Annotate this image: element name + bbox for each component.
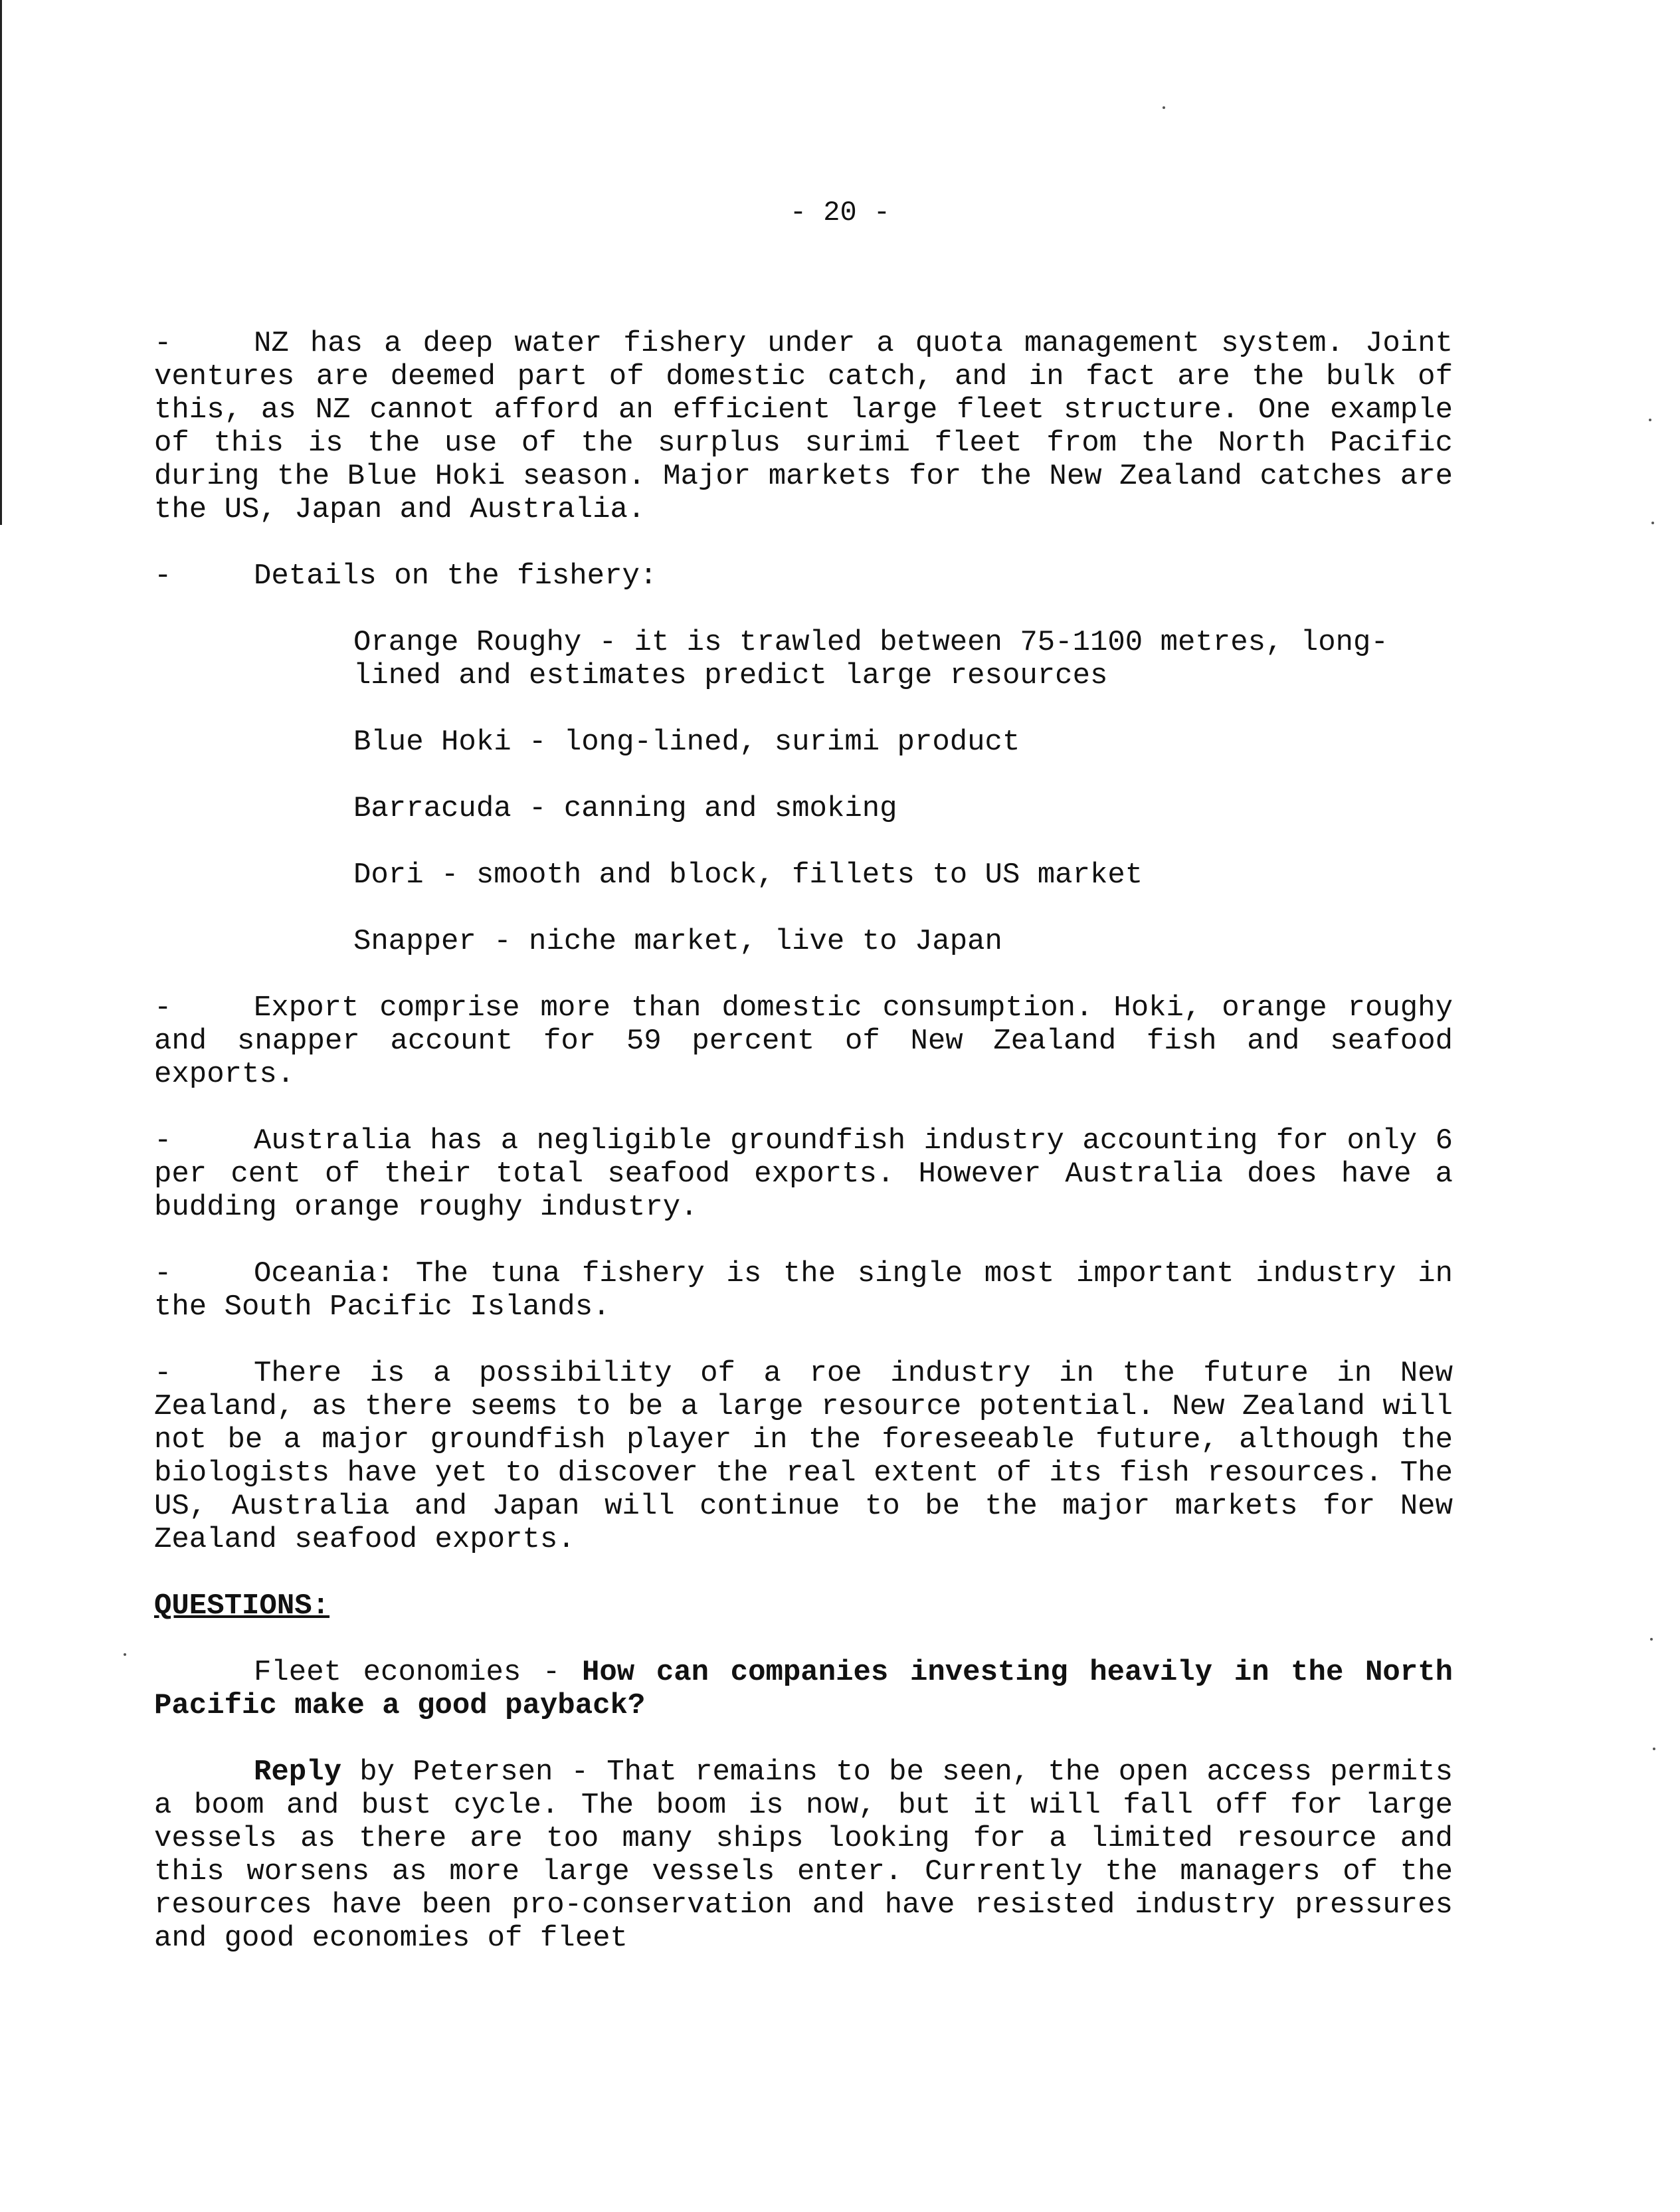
detail-item-orange-roughy: Orange Roughy - it is trawled between 75-1100 metres, long-lined and estimates predict large resources (353, 626, 1388, 692)
bullet-dash: - (154, 559, 172, 593)
detail-item-barracuda: Barracuda - canning and smoking (353, 792, 897, 825)
reply-label: Reply (254, 1756, 342, 1789)
bullet-dash: - (154, 1257, 172, 1290)
question-lead: Fleet economies - (254, 1656, 582, 1689)
detail-item-snapper: Snapper - niche market, live to Japan (353, 925, 1002, 958)
scan-speck (1649, 419, 1651, 421)
scan-speck (1163, 106, 1165, 109)
detail-item-dori: Dori - smooth and block, fillets to US market (353, 858, 1143, 892)
bullet-dash: - (154, 327, 172, 360)
fishery-details-list (353, 626, 1453, 958)
bullet-dash: - (154, 1357, 172, 1390)
page-number: - 20 - (789, 197, 891, 229)
paragraph-text: There is a possibility of a roe industry in the future in New Zealand, as there seems to be a large resource potential. New Zealand will not be a major groundfish player in the foreseeable future, although the biologists have yet to discover the real extent of its fish resources. The US, Australia and Japan will continue to be the major markets for New Zealand seafood exports. (154, 1357, 1453, 1556)
detail-item-blue-hoki: Blue Hoki - long-lined, surimi product (353, 726, 1020, 759)
scan-speck (1650, 1638, 1653, 1641)
bullet-dash: - (154, 991, 172, 1025)
question-text: How can companies investing heavily in the North Pacific make a good payback? (154, 1656, 1453, 1722)
scan-edge-line (0, 0, 2, 525)
paragraph-details-intro (154, 559, 1453, 593)
scan-speck (124, 1653, 126, 1656)
scan-speck (1651, 522, 1654, 524)
question-fleet-economies (154, 1656, 1453, 1722)
scan-speck (1653, 1748, 1655, 1750)
reply-petersen (154, 1756, 1453, 1955)
paragraph-nz-fishery (154, 327, 1453, 526)
questions-heading: QUESTIONS: (154, 1589, 330, 1623)
paragraph-text: Oceania: The tuna fishery is the single most important industry in the South Pacific Islands. (154, 1257, 1453, 1324)
paragraph-text: Australia has a negligible groundfish industry accounting for only 6 per cent of their total seafood exports. However Australia does have a budding orange roughy industry. (154, 1124, 1453, 1224)
paragraph-oceania (154, 1257, 1453, 1324)
paragraph-roe-industry (154, 1357, 1453, 1556)
paragraph-text: NZ has a deep water fishery under a quota management system. Joint ventures are deemed part of domestic catch, and in fact are the bulk of this, as NZ cannot afford an efficient large fleet structure. One example of this is the use of the surplus surimi fleet from the North Pacific during the Blue Hoki season. Major markets for the New Zealand catches are the US, Japan and Australia. (154, 327, 1453, 526)
paragraph-exports (154, 991, 1453, 1091)
paragraph-australia (154, 1124, 1453, 1224)
reply-text: by Petersen - That remains to be seen, the open access permits a boom and bust cycle. The boom is now, but it will fall off for large vessels as there are too many ships looking for a limited resource and this worsens as more large vessels enter. Currently the managers of the resources have been pro-conservation and have resisted industry pressures and good economies of fleet (154, 1756, 1453, 1955)
document-body (154, 327, 1453, 1988)
paragraph-text: Details on the fishery: (254, 559, 658, 593)
bullet-dash: - (154, 1124, 172, 1157)
paragraph-text: Export comprise more than domestic consumption. Hoki, orange roughy and snapper account for 59 percent of New Zealand fish and seafood exports. (154, 991, 1453, 1091)
